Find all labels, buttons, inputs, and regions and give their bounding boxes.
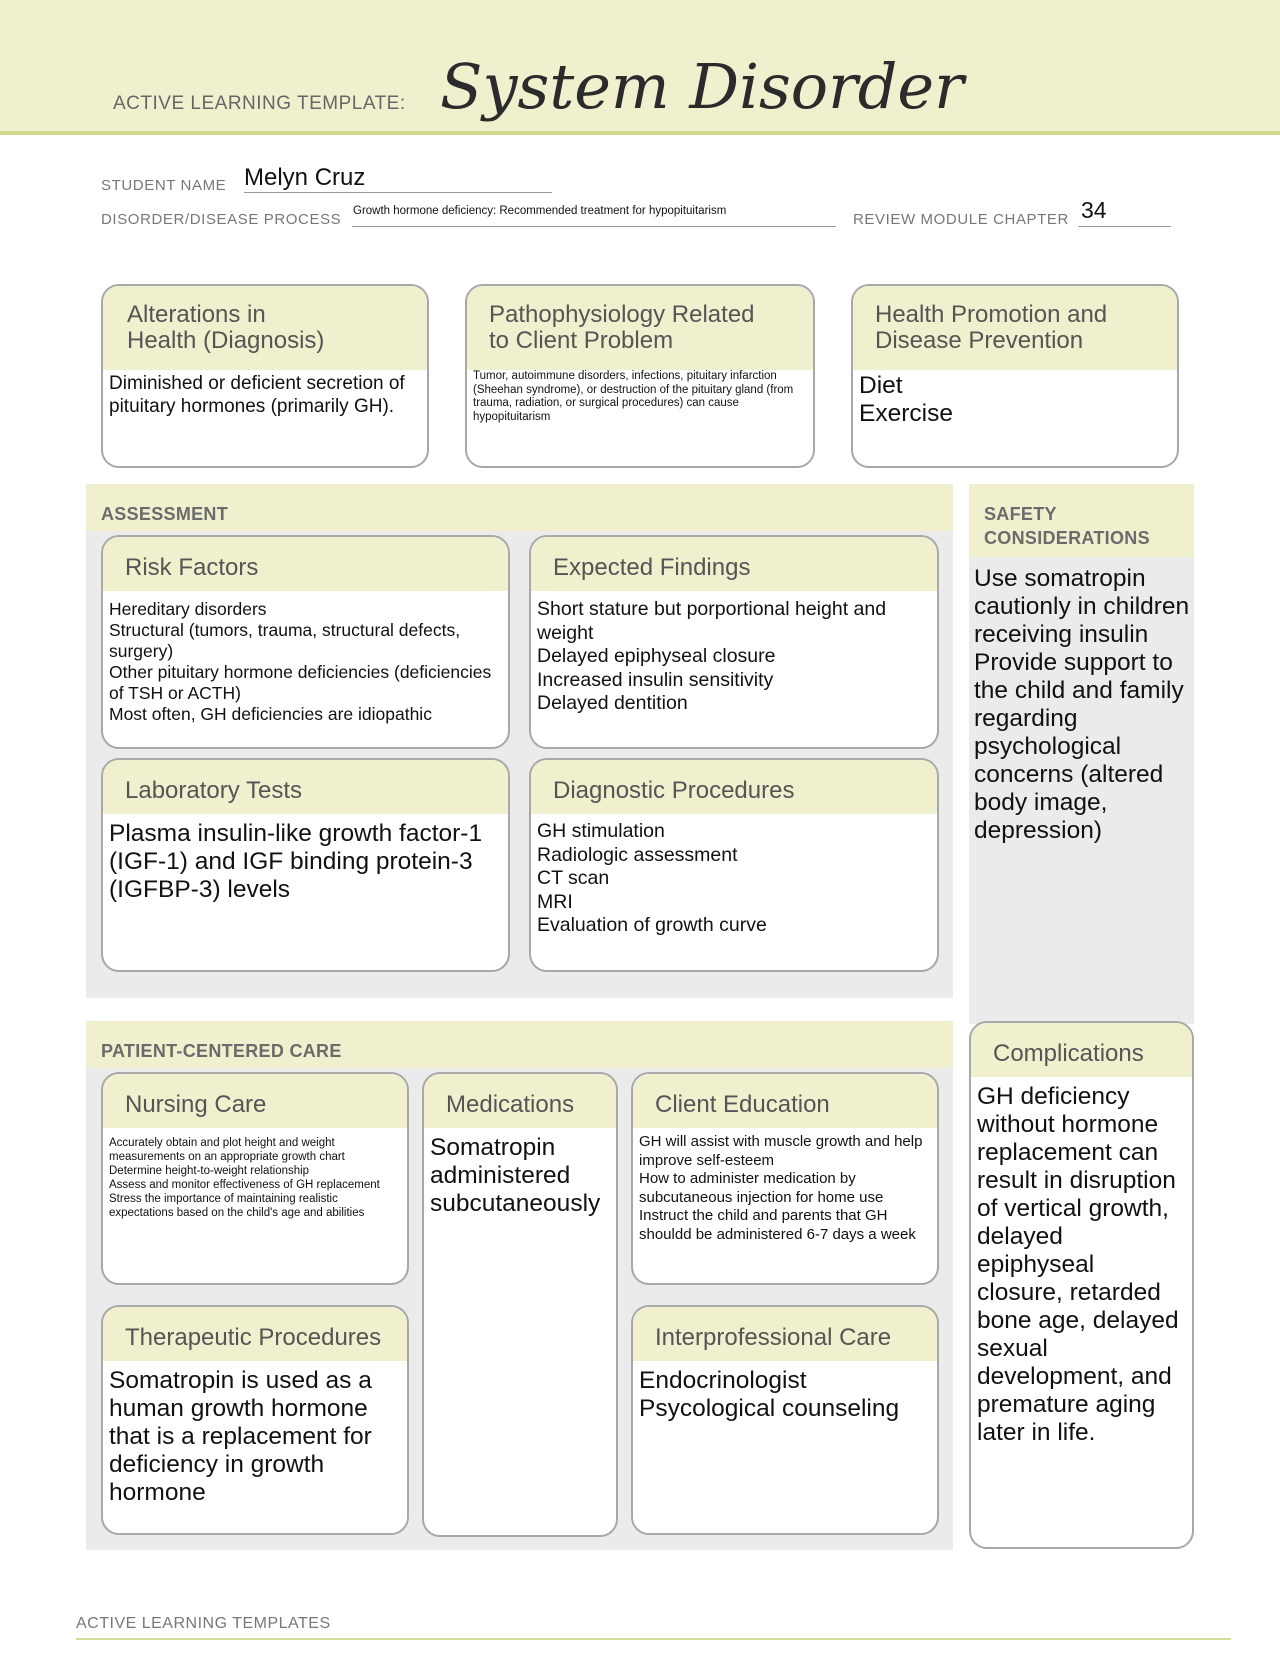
pathophysiology-box <box>465 284 815 468</box>
nursing-care-body[interactable]: Accurately obtain and plot height and weight measurements on an appropriate growth chart Determine height-to-weight relationship Assess and monitor effectiveness of GH replacement Stress the importance of maintaining realistic expectations based on the child's age and abilities <box>109 1137 380 1219</box>
medications-box <box>422 1072 618 1537</box>
patient-care-label: PATIENT-CENTERED CARE <box>101 1041 342 1061</box>
disorder-value[interactable]: Growth hormone deficiency: Recommended treatment for hypopituitarism <box>353 205 727 217</box>
expected-findings-body[interactable]: Short stature but porportional height and weight Delayed epiphyseal closure Increased insulin sensitivity Delayed dentition <box>537 598 887 714</box>
disorder-underline <box>352 226 836 227</box>
alterations-box <box>101 284 429 468</box>
template-prefix: ACTIVE LEARNING TEMPLATE: <box>113 93 406 114</box>
footer-divider <box>76 1638 1231 1640</box>
chapter-value[interactable]: 34 <box>1081 197 1107 223</box>
disorder-label: DISORDER/DISEASE PROCESS <box>101 211 342 228</box>
alterations-body[interactable]: Diminished or deficient secretion of pituitary hormones (primarily GH). <box>109 373 405 417</box>
medications-body[interactable]: Somatropin administered subcutaneously <box>430 1134 601 1217</box>
interprofessional-care-body[interactable]: Endocrinologist Psycological counseling <box>639 1367 900 1422</box>
therapeutic-procedures-title: Therapeutic Procedures <box>103 1307 407 1361</box>
risk-factors-box <box>101 535 510 749</box>
client-education-body[interactable]: GH will assist with muscle growth and help improve self-esteem How to administer medication by subcutaneous injection for home use Instruct the child and parents that GH shouldd be administered 6-7 days a week <box>639 1133 923 1243</box>
complications-body[interactable]: GH deficiency without hormone replacement can result in disruption of vertical growth, delayed epiphyseal closure, retarded bone age, delayed sexual development, and premature aging later in life. <box>977 1083 1179 1446</box>
chapter-underline <box>1078 226 1171 227</box>
student-name-value[interactable]: Melyn Cruz <box>244 164 366 191</box>
nursing-care-title: Nursing Care <box>103 1074 407 1128</box>
client-education-title: Client Education <box>633 1074 937 1128</box>
complications-box <box>969 1021 1194 1549</box>
risk-factors-body[interactable]: Hereditary disorders Structural (tumors, trauma, structural defects, surgery) Other pituitary hormone deficiencies (deficiencies of TSH or ACTH) Most often, GH deficiencies are idiopathic <box>109 599 492 724</box>
page-title: System Disorder <box>440 50 964 123</box>
interprofessional-care-title: Interprofessional Care <box>633 1307 937 1361</box>
pathophysiology-title: Pathophysiology Related to Client Problem <box>467 286 813 370</box>
health-promotion-body[interactable]: Diet Exercise <box>859 372 953 427</box>
therapeutic-procedures-body[interactable]: Somatropin is used as a human growth hormone that is a replacement for deficiency in growth hormone <box>109 1367 372 1506</box>
safety-body[interactable]: Use somatropin cautionly in children receiving insulin Provide support to the child and family regarding psychological concerns (altered body image, depression) <box>974 565 1190 844</box>
expected-findings-title: Expected Findings <box>531 537 937 591</box>
diagnostic-procedures-body[interactable]: GH stimulation Radiologic assessment CT scan MRI Evaluation of growth curve <box>537 820 767 936</box>
diagnostic-procedures-box <box>529 758 939 972</box>
student-name-label: STUDENT NAME <box>101 177 227 194</box>
health-promotion-box <box>851 284 1179 468</box>
nursing-care-box <box>101 1072 409 1285</box>
complications-title: Complications <box>971 1023 1192 1077</box>
therapeutic-procedures-box <box>101 1305 409 1535</box>
expected-findings-box <box>529 535 939 749</box>
health-promotion-title: Health Promotion and Disease Prevention <box>853 286 1177 370</box>
risk-factors-title: Risk Factors <box>103 537 508 591</box>
lab-tests-body[interactable]: Plasma insulin-like growth factor-1 (IGF-1) and IGF binding protein-3 (IGFBP-3) levels <box>109 820 483 903</box>
safety-label: SAFETY CONSIDERATIONS <box>984 504 1150 548</box>
student-name-underline <box>244 192 552 193</box>
interprofessional-care-box <box>631 1305 939 1535</box>
medications-title: Medications <box>424 1074 616 1128</box>
footer-label: ACTIVE LEARNING TEMPLATES <box>76 1615 331 1632</box>
lab-tests-title: Laboratory Tests <box>103 760 508 814</box>
alterations-title: Alterations in Health (Diagnosis) <box>103 286 427 370</box>
pathophysiology-body[interactable]: Tumor, autoimmune disorders, infections, pituitary infarction (Sheehan syndrome), or destruction of the pituitary gland (from trauma, radiation, or surgical procedures) can cause hypopituitarism <box>473 370 794 423</box>
assessment-label: ASSESSMENT <box>101 504 229 524</box>
diagnostic-procedures-title: Diagnostic Procedures <box>531 760 937 814</box>
lab-tests-box <box>101 758 510 972</box>
client-education-box <box>631 1072 939 1285</box>
chapter-label: REVIEW MODULE CHAPTER <box>853 211 1069 228</box>
header-divider <box>0 131 1280 135</box>
